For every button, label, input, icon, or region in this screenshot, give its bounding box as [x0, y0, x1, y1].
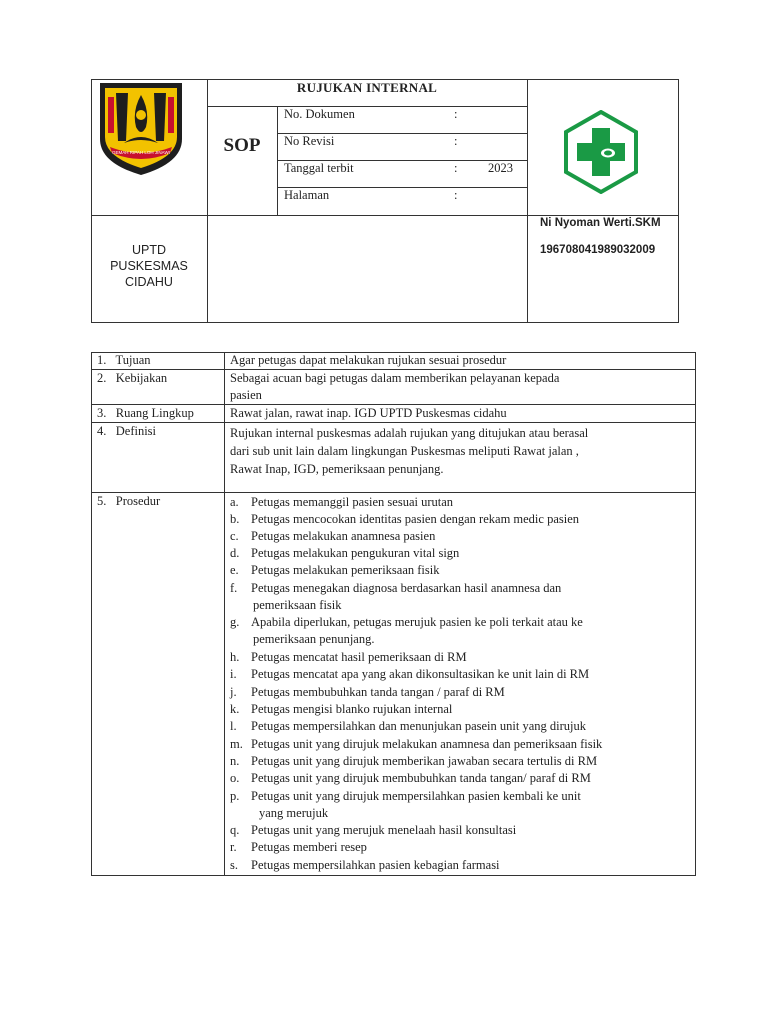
row-content-tujuan: [230, 352, 506, 369]
list-item: s. Petugas mempersilahkan pasien kebagian farmasi: [230, 858, 500, 872]
regency-crest-logo: [96, 81, 186, 177]
divider: [91, 422, 696, 423]
divider: [91, 492, 696, 493]
meta-label-halaman: Halaman: [284, 188, 330, 202]
list-item: l. Petugas mempersilahkan dan menunjukan pasein unit yang dirujuk: [230, 719, 586, 733]
list-item: q. Petugas unit yang merujuk menelaah hasil konsultasi: [230, 823, 517, 837]
list-item: h. Petugas mencatat hasil pemeriksaan di RM: [230, 650, 467, 664]
row-label-definisi: 4. Definisi: [97, 424, 157, 438]
meta-colon: :: [454, 188, 458, 202]
signer-name: Ni Nyoman Werti.SKM: [540, 217, 661, 229]
content-line: Rawat Inap, IGD, pemeriksaan penunjang.: [230, 462, 444, 476]
meta-label-no-dokumen: No. Dokumen: [284, 107, 355, 121]
meta-label-no-revisi: No Revisi: [284, 134, 335, 148]
row-label-kebijakan: 2. Kebijakan: [97, 371, 168, 385]
meta-colon: :: [454, 107, 458, 121]
divider: [207, 79, 208, 323]
divider: [207, 106, 527, 107]
list-item: o. Petugas unit yang dirujuk membubuhkan tanda tangan/ paraf di RM: [230, 771, 591, 785]
content-line: Rujukan internal puskesmas adalah rujukan yang ditujukan atau berasal: [230, 426, 589, 440]
list-item: d. Petugas melakukan pengukuran vital sign: [230, 546, 460, 560]
list-item: c. Petugas melakukan anamnesa pasien: [230, 529, 436, 543]
meta-colon: :: [454, 161, 458, 175]
row-content-definisi: [230, 424, 588, 478]
crest-motto: GEMAH RIPAH LOH JINAWI: [111, 150, 171, 155]
divider: [224, 352, 225, 876]
meta-value-tanggal-terbit: 2023: [488, 161, 513, 175]
list-item: b. Petugas mencocokan identitas pasien dengan rekam medic pasien: [230, 512, 580, 526]
row-content-kebijakan: [230, 370, 559, 404]
content-line: Rawat jalan, rawat inap. IGD UPTD Puskesmas cidahu: [230, 406, 507, 420]
list-item: k. Petugas mengisi blanko rujukan internal: [230, 702, 453, 716]
list-item: f. Petugas menegakan diagnosa berdasarkan hasil anamnesa dan pemeriksaan fisik: [230, 581, 562, 612]
org-line: CIDAHU: [125, 275, 173, 289]
list-item: m. Petugas unit yang dirujuk melakukan anamnesa dan pemeriksaan fisik: [230, 737, 603, 751]
document-title: RUJUKAN INTERNAL: [296, 80, 438, 95]
list-item: i. Petugas mencatat apa yang akan dikonsultasikan ke unit lain di RM: [230, 667, 590, 681]
divider: [91, 215, 679, 216]
content-line: Sebagai acuan bagi petugas dalam memberikan pelayanan kepada: [230, 371, 560, 385]
row-content-ruang-lingkup: [230, 405, 507, 422]
list-item: p. Petugas unit yang dirujuk mempersilahkan pasien kembali ke unit yang merujuk: [230, 789, 581, 820]
list-item: j. Petugas membubuhkan tanda tangan / paraf di RM: [230, 685, 505, 699]
meta-colon: :: [454, 134, 458, 148]
row-label-tujuan: 1. Tujuan: [97, 353, 151, 367]
org-line: PUSKESMAS: [110, 259, 188, 273]
org-line: UPTD: [131, 243, 167, 257]
list-item: r. Petugas memberi resep: [230, 840, 367, 854]
list-item: n. Petugas unit yang dirujuk memberikan jawaban secara tertulis di RM: [230, 754, 598, 768]
content-line: Agar petugas dapat melakukan rujukan sesuai prosedur: [230, 353, 507, 367]
content-line: pasien: [230, 388, 262, 402]
list-item: g. Apabila diperlukan, petugas merujuk pasien ke poli terkait atau ke pemeriksaan penunjang.: [230, 615, 583, 646]
list-item: e. Petugas melakukan pemeriksaan fisik: [230, 563, 440, 577]
sop-label: SOP: [223, 135, 261, 156]
content-line: dari sub unit lain dalam lingkungan Puskesmas meliputi Rawat jalan ,: [230, 444, 579, 458]
signer-nip: 196708041989032009: [540, 244, 656, 256]
divider: [527, 79, 528, 323]
meta-label-tanggal-terbit: Tanggal terbit: [284, 161, 354, 175]
org-name: [91, 242, 207, 290]
puskesmas-logo: [564, 110, 638, 194]
row-label-prosedur: 5. Prosedur: [97, 494, 161, 508]
list-item: a. Petugas memanggil pasien sesuai urutan: [230, 495, 454, 509]
row-label-ruang-lingkup: 3. Ruang Lingkup: [97, 406, 194, 420]
